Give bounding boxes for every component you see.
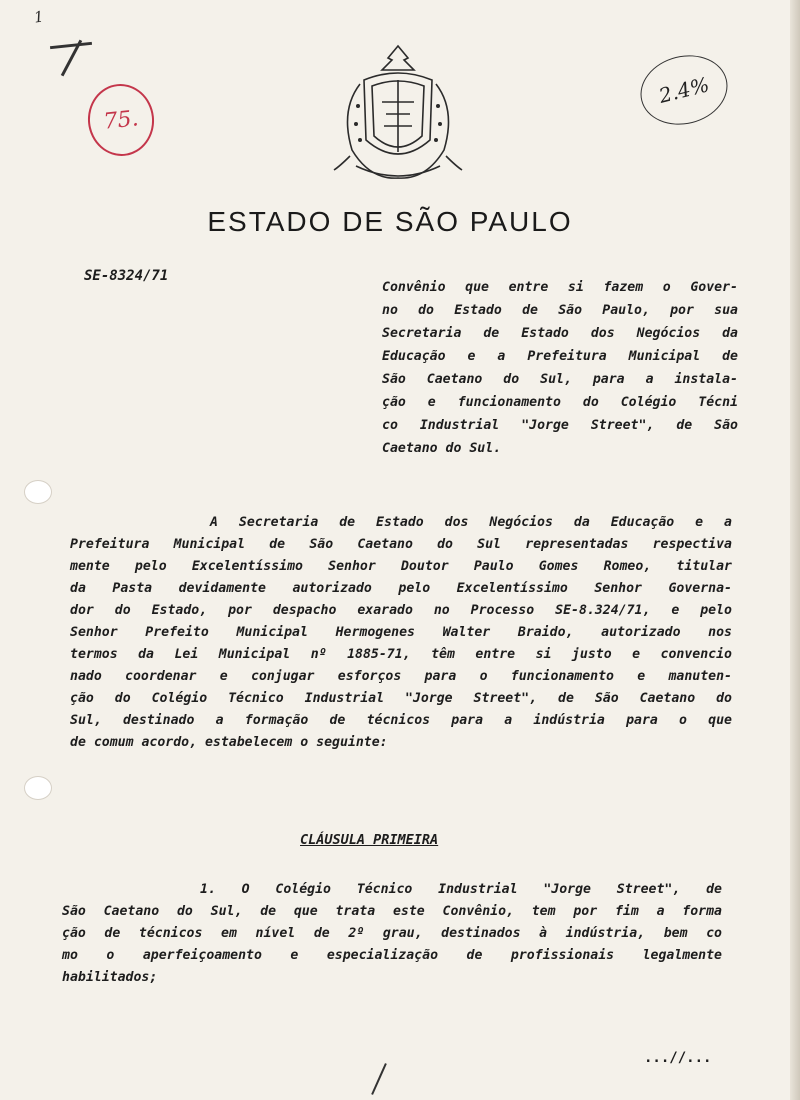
page-edge: [790, 0, 800, 1100]
summary-line: no do Estado de São Paulo, por sua: [382, 303, 738, 318]
summary-line: Secretaria de Estado dos Negócios da: [382, 326, 738, 341]
body-line: da Pasta devidamente autorizado pelo Excelentíssimo Senhor Governa-: [70, 581, 732, 596]
summary-line: Educação e a Prefeitura Municipal de: [382, 349, 738, 364]
body-line: Prefeitura Municipal de São Caetano do Sul representadas respectiva: [70, 537, 732, 552]
summary-line: Convênio que entre si fazem o Gover-: [382, 280, 738, 295]
body-line: A Secretaria de Estado dos Negócios da Educação e a: [210, 515, 732, 530]
handwritten-mark: 1: [32, 7, 45, 27]
summary-line: Caetano do Sul.: [382, 441, 502, 456]
handwritten-stroke: [50, 42, 92, 49]
item-line: mo o aperfeiçoamento e especialização de profissionais legalmente: [62, 948, 722, 963]
page-title: ESTADO DE SÃO PAULO: [207, 206, 573, 237]
handwritten-oval-note: 2.4%: [633, 46, 735, 133]
summary-line: ção e funcionamento do Colégio Técni: [382, 395, 738, 410]
body-line: dor do Estado, por despacho exarado no Processo SE-8.324/71, e pelo: [70, 603, 732, 618]
punch-hole: [24, 480, 52, 504]
item-line: São Caetano do Sul, de que trata este Convênio, tem por fim a forma: [62, 904, 722, 919]
body-line: nado coordenar e conjugar esforços para o funcionamento e manuten-: [70, 669, 732, 684]
body-line: ção do Colégio Técnico Industrial "Jorge Street", de São Caetano do: [70, 691, 732, 706]
body-line: de comum acordo, estabelecem o seguinte:: [70, 735, 388, 750]
agreement-summary: [382, 280, 738, 464]
item-line: habilitados;: [62, 970, 158, 985]
process-reference: SE-8324/71: [84, 268, 169, 284]
body-line: Sul, destinado a formação de técnicos para a indústria para o que: [70, 713, 732, 728]
continuation-mark: ...//...: [644, 1050, 712, 1066]
summary-line: co Industrial "Jorge Street", de São: [382, 418, 738, 433]
preamble-paragraph: [70, 515, 732, 757]
state-coat-of-arms-icon: [330, 40, 466, 190]
item-line: ção de técnicos em nível de 2º grau, destinados à indústria, bem co: [62, 926, 722, 941]
body-line: mente pelo Excelentíssimo Senhor Doutor Paulo Gomes Romeo, titular: [70, 559, 732, 574]
summary-line: São Caetano do Sul, para a instala-: [382, 372, 738, 387]
item-line: 1. O Colégio Técnico Industrial "Jorge Street", de: [200, 882, 722, 897]
circled-page-number: 75.: [84, 81, 157, 160]
handwritten-stroke: [371, 1063, 387, 1095]
clause-heading: CLÁUSULA PRIMEIRA: [300, 832, 439, 848]
body-line: Senhor Prefeito Municipal Hermogenes Walter Braido, autorizado nos: [70, 625, 732, 640]
punch-hole: [24, 776, 52, 800]
clause-item: [62, 882, 722, 992]
body-line: termos da Lei Municipal nº 1885-71, têm entre si justo e convencio: [70, 647, 732, 662]
